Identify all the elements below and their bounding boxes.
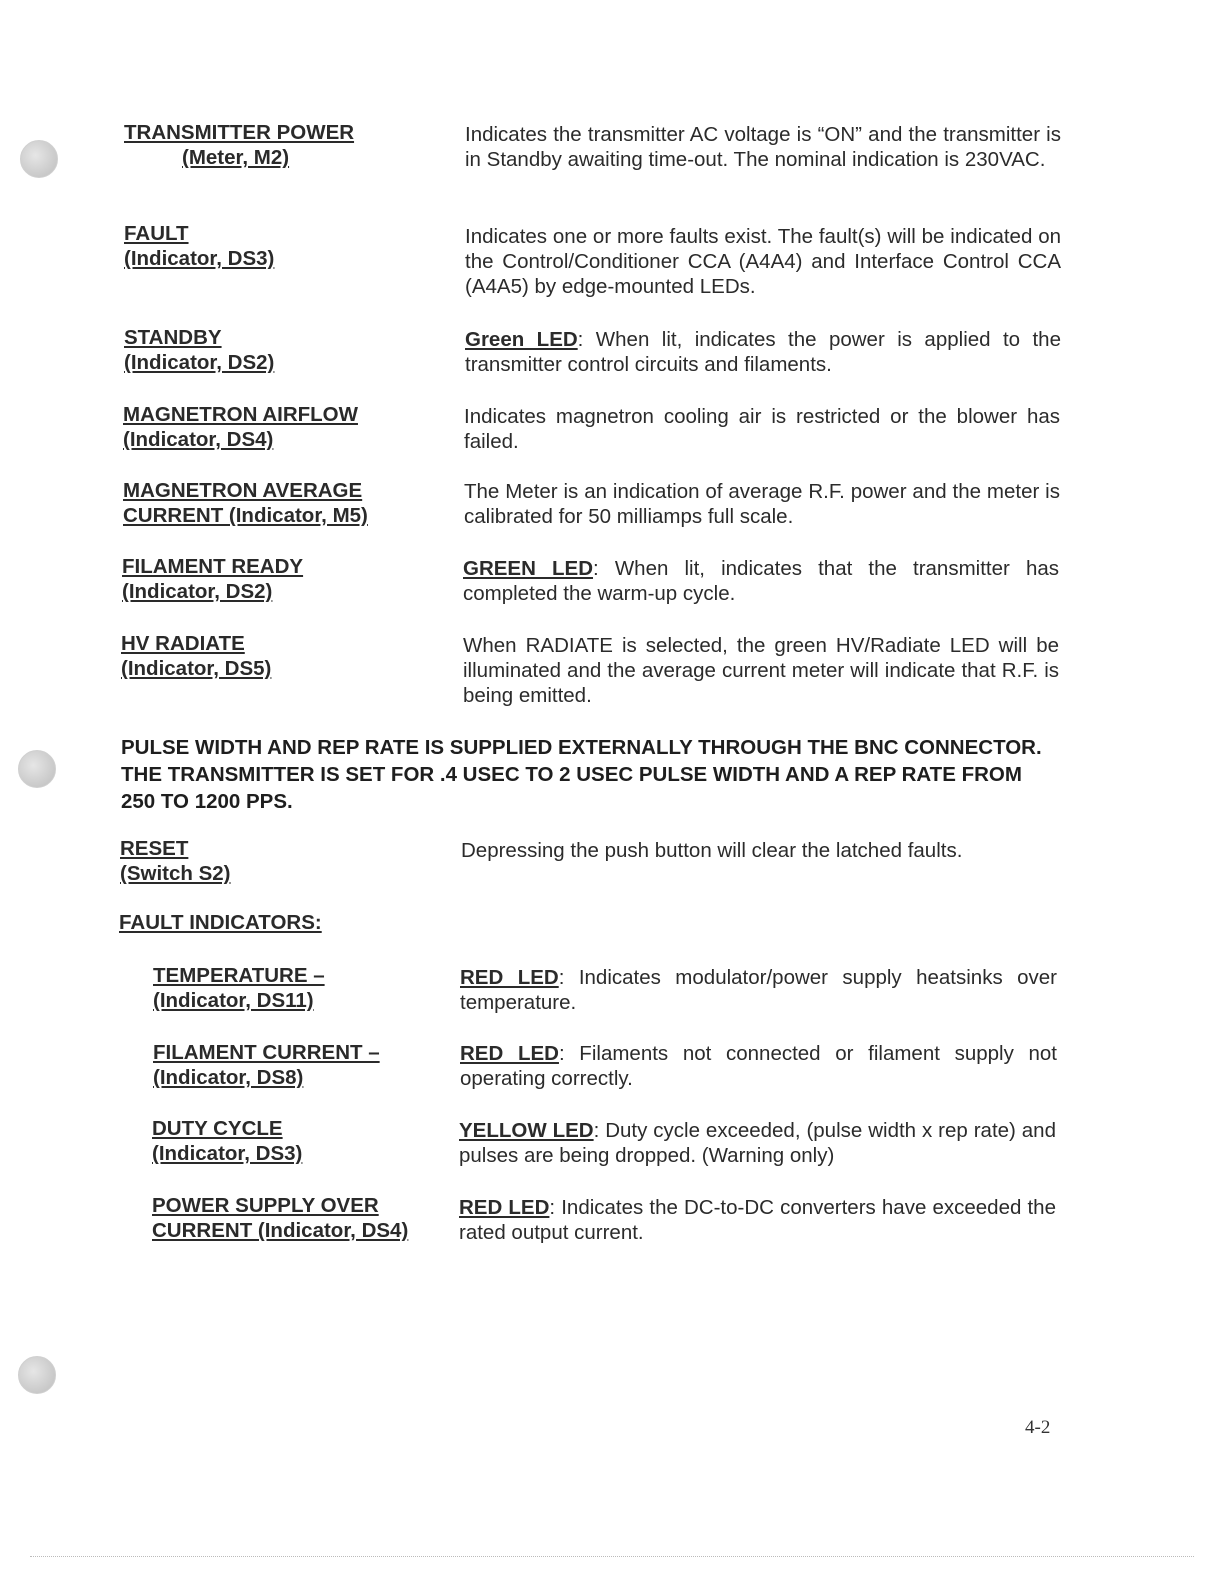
entry-term-line2: (Indicator, DS4)	[123, 428, 274, 451]
entry-term-line2: (Indicator, DS2)	[124, 351, 275, 374]
led-color-label: Green LED	[465, 328, 578, 351]
led-color-label: RED LED	[460, 966, 559, 989]
entry-term	[124, 325, 424, 375]
entry-description-text: The Meter is an indication of average R.F. power and the meter is calibrated for 50 milliamps full scale.	[464, 480, 1060, 528]
entry-term-line1: TEMPERATURE –	[153, 964, 325, 987]
led-color-label: RED LED	[460, 1042, 559, 1065]
entry-description	[465, 122, 1061, 172]
page-number: 4-2	[1025, 1417, 1051, 1438]
entry-term-line1: FILAMENT READY	[122, 555, 304, 578]
entry-description-text: : Indicates the DC-to-DC converters have exceeded the rated output current.	[459, 1196, 1056, 1244]
entry-term	[123, 402, 423, 452]
entry-description-text: Indicates the transmitter AC voltage is “ON” and the transmitter is in Standby awaiting time-out. The nominal indication is 230VAC.	[465, 123, 1061, 171]
entry-description	[465, 327, 1061, 377]
entry-term-line1: STANDBY	[124, 326, 222, 349]
entry-term-line1: MAGNETRON AVERAGE	[123, 479, 363, 502]
entry-description-text: : When lit, indicates that the transmitter has completed the warm-up cycle.	[463, 557, 1059, 605]
entry-term-line1: DUTY CYCLE	[152, 1117, 283, 1140]
entry-description-text: : Indicates modulator/power supply heatsinks over temperature.	[460, 966, 1058, 1014]
entry-description	[460, 1041, 1057, 1091]
entry-term-line2: CURRENT (Indicator, M5)	[123, 504, 368, 527]
entry-term	[153, 1040, 423, 1090]
entry-description	[463, 556, 1059, 606]
punch-hole-top	[20, 140, 58, 178]
entry-term-line1: FILAMENT CURRENT –	[153, 1041, 380, 1064]
entry-term	[153, 963, 423, 1013]
pulse-width-notice: PULSE WIDTH AND REP RATE IS SUPPLIED EXTERNALLY THROUGH THE BNC CONNECTOR. THE TRANSMITTER IS SET FOR .4 USEC TO 2 USEC PULSE WIDTH AND A REP RATE FROM 250 TO 1200 PPS.	[121, 736, 1042, 813]
entry-description	[463, 633, 1059, 708]
entry-term-line1: TRANSMITTER POWER	[124, 121, 355, 144]
entry-description-text: Indicates one or more faults exist. The fault(s) will be indicated on the Control/Conditioner CCA (A4A4) and Interface Control CCA (A4A5) by edge-mounted LEDs.	[465, 225, 1061, 298]
led-color-label: RED LED	[459, 1196, 550, 1219]
entry-term-line2: (Meter, M2)	[182, 146, 290, 169]
entry-term-line2: (Indicator, DS5)	[121, 657, 272, 680]
entry-description-text: Depressing the push button will clear the latched faults.	[461, 839, 963, 862]
entry-description-text: Indicates magnetron cooling air is restricted or the blower has failed.	[464, 405, 1060, 453]
entry-term	[123, 478, 423, 528]
entry-term-line2: (Indicator, DS2)	[122, 580, 273, 603]
entry-description	[464, 479, 1060, 529]
entry-term-line1: POWER SUPPLY OVER	[152, 1194, 379, 1217]
entry-term	[152, 1193, 422, 1243]
entry-term-line2: (Indicator, DS3)	[152, 1142, 303, 1165]
entry-term-line1: RESET	[120, 837, 189, 860]
entry-term-line1: FAULT	[124, 222, 189, 245]
entry-description-text: When RADIATE is selected, the green HV/Radiate LED will be illuminated and the average current meter will indicate that R.F. is being emitted.	[463, 634, 1059, 707]
punch-hole-middle	[18, 750, 56, 788]
entry-description-text: : When lit, indicates the power is applied to the transmitter control circuits and filaments.	[465, 328, 1061, 376]
entry-term-line2: (Indicator, DS11)	[153, 989, 314, 1012]
led-color-label: YELLOW LED	[459, 1119, 594, 1142]
entry-term-line2: (Indicator, DS3)	[124, 247, 275, 270]
entry-term	[124, 221, 424, 271]
entry-term-line2: CURRENT (Indicator, DS4)	[152, 1219, 409, 1242]
fault-indicators-heading: FAULT INDICATORS:	[119, 911, 322, 934]
entry-description	[460, 965, 1057, 1015]
entry-description-text: : Filaments not connected or filament supply not operating correctly.	[460, 1042, 1057, 1090]
entry-term-line2: (Indicator, DS8)	[153, 1066, 304, 1089]
entry-term	[121, 631, 421, 681]
entry-term	[120, 836, 420, 886]
entry-term	[124, 120, 424, 170]
bottom-edge-rule	[30, 1556, 1194, 1557]
entry-term	[122, 554, 422, 604]
entry-description	[461, 838, 1057, 863]
entry-term-line1: HV RADIATE	[121, 632, 245, 655]
entry-term-line2: (Switch S2)	[120, 862, 231, 885]
punch-hole-bottom	[18, 1356, 56, 1394]
entry-description	[464, 404, 1060, 454]
led-color-label: GREEN LED	[463, 557, 594, 580]
entry-description	[459, 1118, 1056, 1168]
entry-description	[465, 224, 1061, 299]
entry-description-text: : Duty cycle exceeded, (pulse width x rep rate) and pulses are being dropped. (Warning only)	[459, 1119, 1056, 1167]
entry-description	[459, 1195, 1056, 1245]
entry-term	[152, 1116, 422, 1166]
entry-term-line1: MAGNETRON AIRFLOW	[123, 403, 358, 426]
